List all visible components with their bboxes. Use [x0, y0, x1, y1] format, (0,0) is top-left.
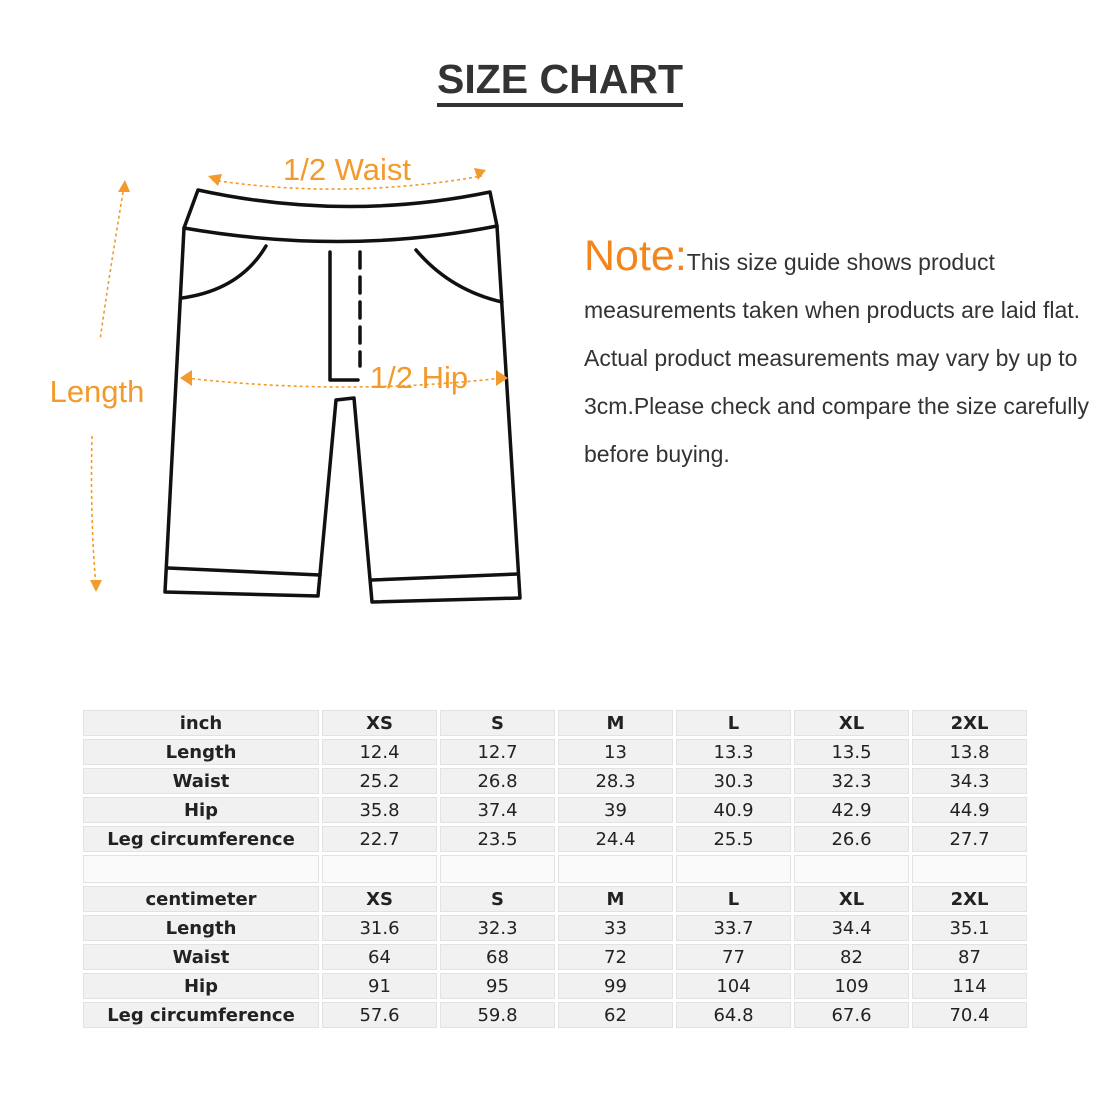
empty-cell	[322, 855, 437, 883]
table-cell: 40.9	[676, 797, 791, 823]
table-cell: 13.3	[676, 739, 791, 765]
length-guide-upper	[100, 186, 124, 340]
table-cell: 104	[676, 973, 791, 999]
right-hem	[372, 574, 518, 580]
table-cell: 30.3	[676, 768, 791, 794]
table-row	[83, 915, 1027, 941]
table-cell: 95	[440, 973, 555, 999]
length-bottom-arrow-icon	[90, 580, 102, 592]
waist-left-arrow-icon	[208, 174, 222, 186]
table-row	[83, 826, 1027, 852]
table-cell: 64.8	[676, 1002, 791, 1028]
table-cell: 31.6	[322, 915, 437, 941]
page-title-text: SIZE CHART	[437, 57, 683, 107]
table-cell: 13.5	[794, 739, 909, 765]
table-cell: 39	[558, 797, 673, 823]
table-cell: 87	[912, 944, 1027, 970]
table-cell: 44.9	[912, 797, 1027, 823]
row-label: Hip	[83, 973, 319, 999]
size-header-cell: L	[676, 710, 791, 736]
cm-header-row	[83, 886, 1027, 912]
table-row	[83, 944, 1027, 970]
table-cell: 35.8	[322, 797, 437, 823]
table-cell: 70.4	[912, 1002, 1027, 1028]
table-cell: 42.9	[794, 797, 909, 823]
empty-cell	[794, 855, 909, 883]
shorts-body	[165, 226, 520, 602]
spacer-row	[83, 855, 1027, 883]
table-cell: 82	[794, 944, 909, 970]
inch-header-row	[83, 710, 1027, 736]
table-cell: 33	[558, 915, 673, 941]
size-header-cell: S	[440, 710, 555, 736]
hip-label: 1/2 Hip	[369, 360, 469, 395]
size-header-cell: XL	[794, 710, 909, 736]
table-cell: 35.1	[912, 915, 1027, 941]
shorts-outline	[165, 190, 520, 602]
inch-unit-cell: inch	[83, 710, 319, 736]
size-header-cell: M	[558, 886, 673, 912]
empty-cell	[912, 855, 1027, 883]
table-cell: 22.7	[322, 826, 437, 852]
note-text: This size guide shows product measurements taken when products are laid flat. Actual product measurements may vary by up to 3cm.Please check and compare the size carefully before buying.	[584, 249, 1089, 467]
row-label: Length	[83, 739, 319, 765]
table-cell: 12.7	[440, 739, 555, 765]
size-header-cell: 2XL	[912, 886, 1027, 912]
table-cell: 33.7	[676, 915, 791, 941]
right-pocket	[416, 250, 502, 302]
table-cell: 99	[558, 973, 673, 999]
table-cell: 34.4	[794, 915, 909, 941]
table-cell: 12.4	[322, 739, 437, 765]
length-guide-lower	[92, 436, 97, 586]
left-hem	[168, 568, 320, 575]
row-label: Waist	[83, 944, 319, 970]
size-header-cell: XL	[794, 886, 909, 912]
empty-cell	[83, 855, 319, 883]
table-cell: 91	[322, 973, 437, 999]
row-label: Waist	[83, 768, 319, 794]
table-cell: 77	[676, 944, 791, 970]
table-cell: 32.3	[794, 768, 909, 794]
table-cell: 23.5	[440, 826, 555, 852]
table-cell: 68	[440, 944, 555, 970]
hip-left-arrow-icon	[180, 370, 192, 386]
length-top-arrow-icon	[118, 180, 130, 192]
table-cell: 57.6	[322, 1002, 437, 1028]
size-header-cell: 2XL	[912, 710, 1027, 736]
table-cell: 67.6	[794, 1002, 909, 1028]
table-cell: 59.8	[440, 1002, 555, 1028]
size-header-cell: S	[440, 886, 555, 912]
table-cell: 32.3	[440, 915, 555, 941]
waistband	[184, 190, 497, 242]
cm-unit-cell: centimeter	[83, 886, 319, 912]
table-row	[83, 973, 1027, 999]
table-row	[83, 797, 1027, 823]
fly-seam	[330, 252, 358, 380]
table-row	[83, 739, 1027, 765]
empty-cell	[676, 855, 791, 883]
table-cell: 109	[794, 973, 909, 999]
table-cell: 13	[558, 739, 673, 765]
size-header-cell: XS	[322, 710, 437, 736]
table-cell: 62	[558, 1002, 673, 1028]
empty-cell	[440, 855, 555, 883]
table-row	[83, 768, 1027, 794]
length-label: Length	[49, 374, 145, 409]
table-cell: 72	[558, 944, 673, 970]
table-cell: 27.7	[912, 826, 1027, 852]
table-cell: 34.3	[912, 768, 1027, 794]
shorts-diagram	[0, 130, 560, 620]
row-label: Hip	[83, 797, 319, 823]
table-cell: 26.8	[440, 768, 555, 794]
table-cell: 37.4	[440, 797, 555, 823]
left-pocket	[182, 246, 266, 298]
note-label: Note:	[584, 232, 687, 280]
size-header-cell: XS	[322, 886, 437, 912]
empty-cell	[558, 855, 673, 883]
size-header-cell: M	[558, 710, 673, 736]
table-row	[83, 1002, 1027, 1028]
waist-right-arrow-icon	[474, 168, 486, 180]
page-title	[0, 56, 1120, 107]
inch-size-table	[80, 707, 1030, 1031]
table-cell: 64	[322, 944, 437, 970]
table-cell: 24.4	[558, 826, 673, 852]
table-cell: 25.2	[322, 768, 437, 794]
table-cell: 114	[912, 973, 1027, 999]
size-header-cell: L	[676, 886, 791, 912]
row-label: Length	[83, 915, 319, 941]
table-cell: 28.3	[558, 768, 673, 794]
table-cell: 26.6	[794, 826, 909, 852]
row-label: Leg circumference	[83, 826, 319, 852]
table-cell: 25.5	[676, 826, 791, 852]
size-note	[584, 232, 1104, 478]
waist-label: 1/2 Waist	[282, 152, 412, 187]
table-cell: 13.8	[912, 739, 1027, 765]
row-label: Leg circumference	[83, 1002, 319, 1028]
